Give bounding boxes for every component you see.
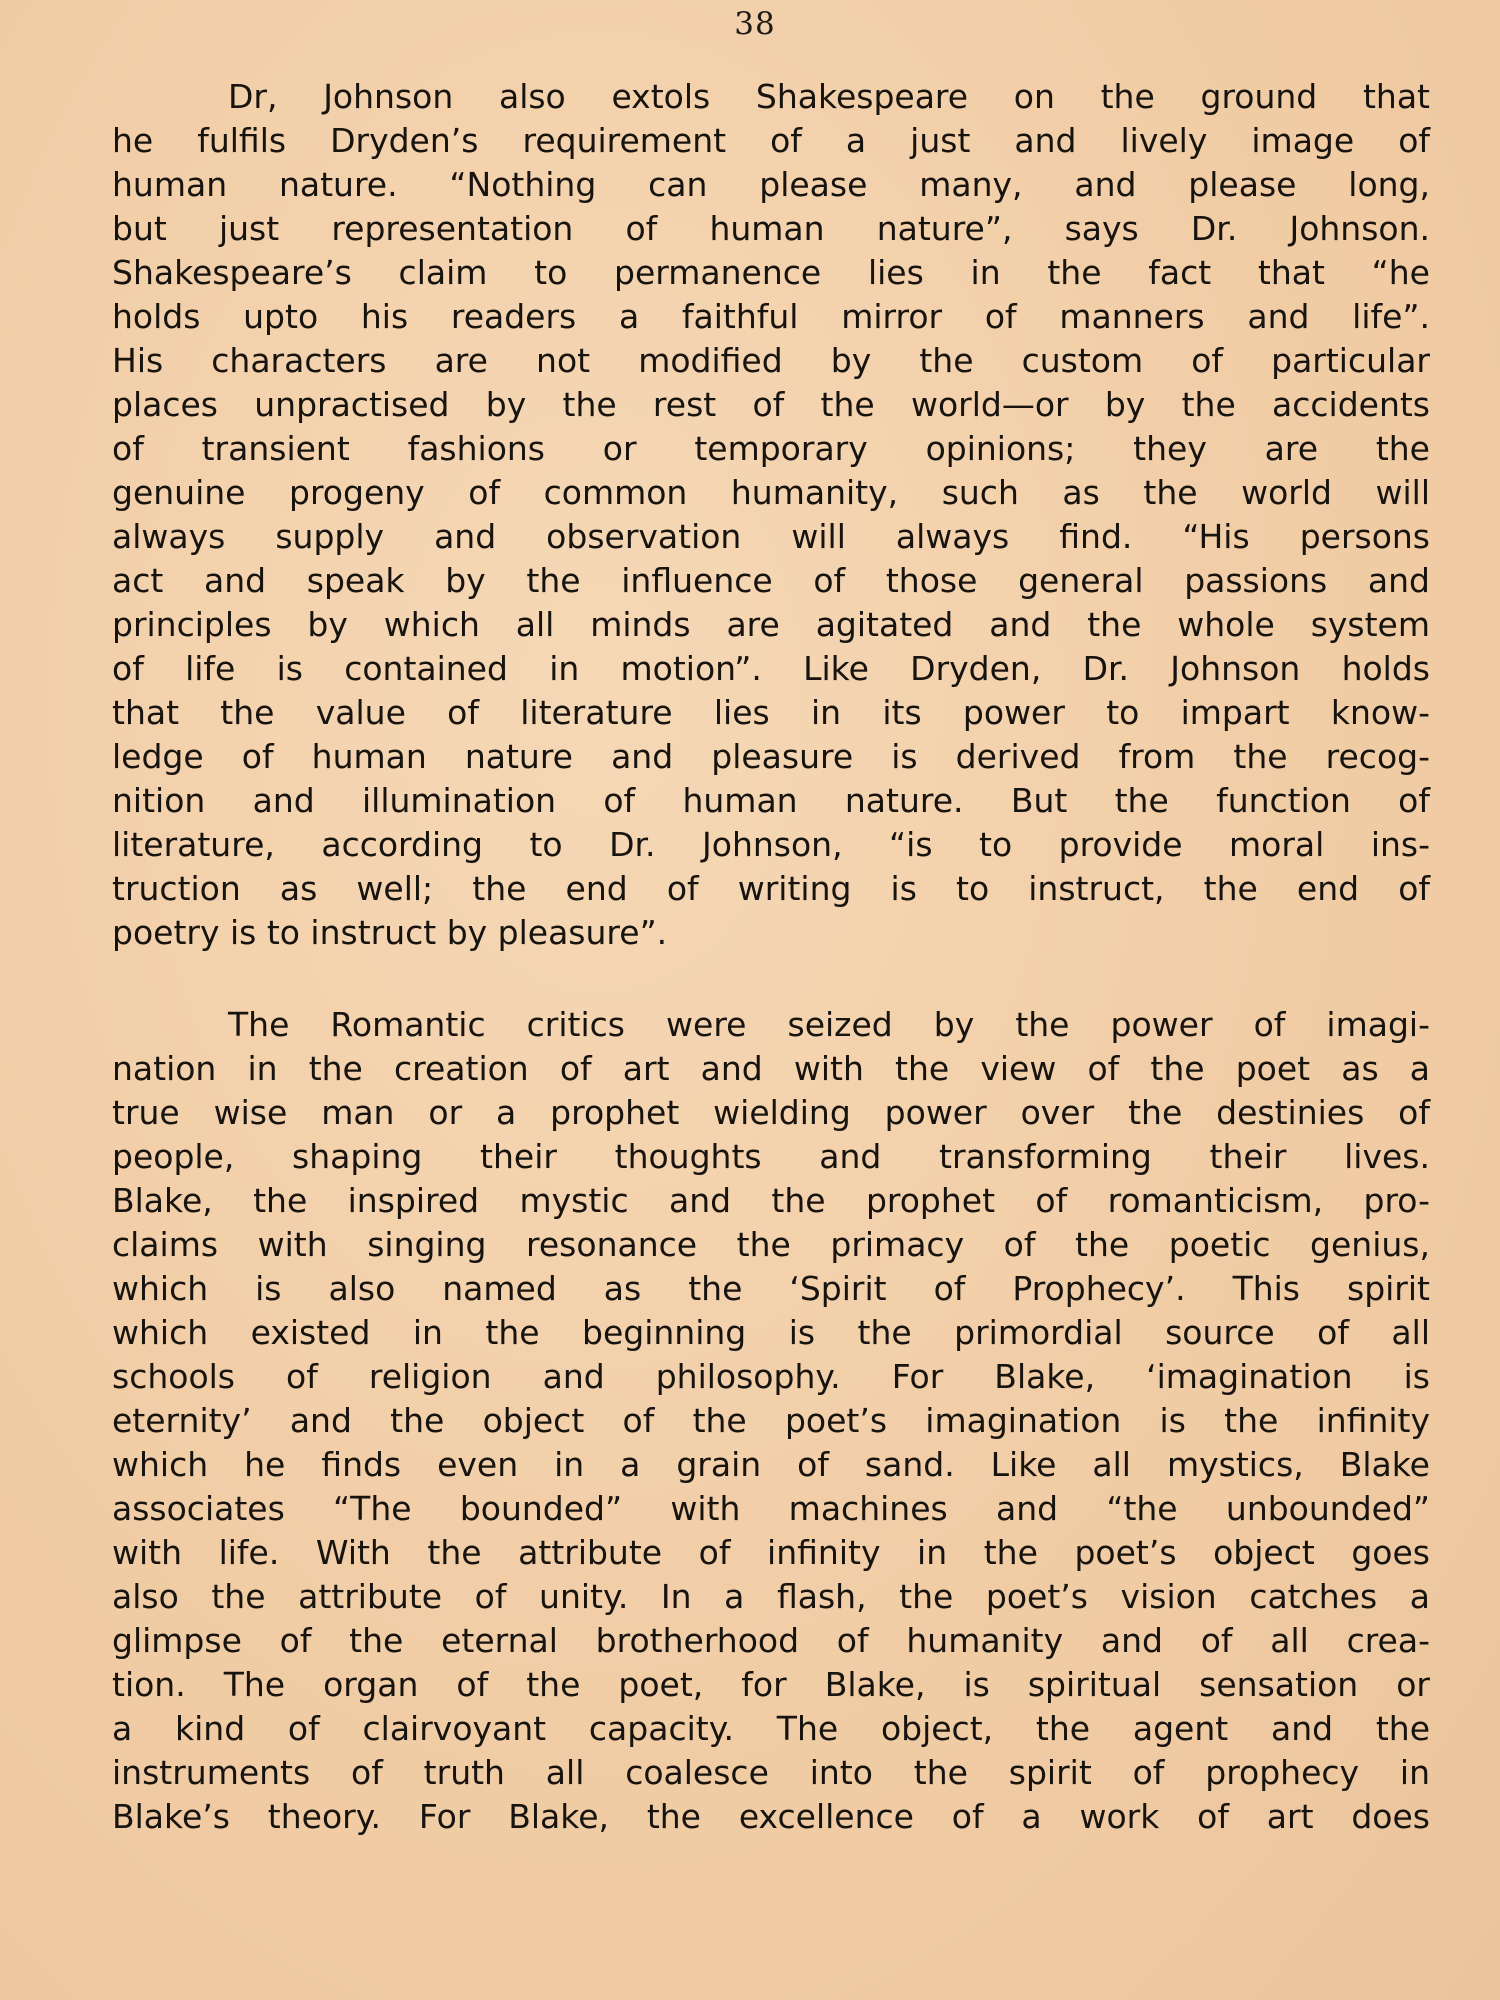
text-line: a kind of clairvoyant capacity. The object, the agent and the xyxy=(112,1709,1430,1748)
text-line: true wise man or a prophet wielding power over the destinies of xyxy=(112,1093,1430,1132)
text-line: instruments of truth all coalesce into the spirit of prophecy in xyxy=(112,1753,1430,1792)
text-line: schools of religion and philosophy. For Blake, ‘imagination is xyxy=(112,1357,1430,1396)
text-line: tion. The organ of the poet, for Blake, is spiritual sensation or xyxy=(112,1665,1430,1704)
paragraph-romantic-critics xyxy=(112,1003,1430,1839)
text-line: truction as well; the end of writing is to instruct, the end of xyxy=(112,869,1430,908)
page-number: 38 xyxy=(734,6,776,42)
text-line: which is also named as the ‘Spirit of Prophecy’. This spirit xyxy=(112,1269,1430,1308)
text-line: genuine progeny of common humanity, such as the world will xyxy=(112,473,1430,512)
text-line: human nature. “Nothing can please many, and please long, xyxy=(112,165,1430,204)
text-line: people, shaping their thoughts and transforming their lives. xyxy=(112,1137,1430,1176)
text-line: associates “The bounded” with machines and “the unbounded” xyxy=(112,1489,1430,1528)
text-line: of life is contained in motion”. Like Dryden, Dr. Johnson holds xyxy=(112,649,1430,688)
text-line: His characters are not modified by the custom of particular xyxy=(112,341,1430,380)
text-line: The Romantic critics were seized by the power of imagi- xyxy=(228,1005,1430,1044)
text-line: also the attribute of unity. In a flash, the poet’s vision catches a xyxy=(112,1577,1430,1616)
text-line: Dr, Johnson also extols Shakespeare on the ground that xyxy=(228,77,1430,116)
text-line: which he finds even in a grain of sand. Like all mystics, Blake xyxy=(112,1445,1430,1484)
text-line: ledge of human nature and pleasure is derived from the recog- xyxy=(112,737,1430,776)
text-line: literature, according to Dr. Johnson, “is to provide moral ins- xyxy=(112,825,1430,864)
text-line: glimpse of the eternal brotherhood of humanity and of all crea- xyxy=(112,1621,1430,1660)
text-line: eternity’ and the object of the poet’s imagination is the infinity xyxy=(112,1401,1430,1440)
text-line: nition and illumination of human nature. But the function of xyxy=(112,781,1430,820)
text-line: poetry is to instruct by pleasure”. xyxy=(112,913,668,952)
text-line: principles by which all minds are agitated and the whole system xyxy=(112,605,1430,644)
text-line: claims with singing resonance the primacy of the poetic genius, xyxy=(112,1225,1430,1264)
text-line: Shakespeare’s claim to permanence lies in the fact that “he xyxy=(112,253,1430,292)
text-line: which existed in the beginning is the primordial source of all xyxy=(112,1313,1430,1352)
paragraph-johnson xyxy=(112,75,1430,955)
text-line: act and speak by the influence of those general passions and xyxy=(112,561,1430,600)
text-line: holds upto his readers a faithful mirror of manners and life”. xyxy=(112,297,1430,336)
text-line: of transient fashions or temporary opinions; they are the xyxy=(112,429,1430,468)
text-line: with life. With the attribute of infinity in the poet’s object goes xyxy=(112,1533,1430,1572)
text-line: Blake’s theory. For Blake, the excellence of a work of art does xyxy=(112,1797,1430,1836)
text-line: he fulfils Dryden’s requirement of a just and lively image of xyxy=(112,121,1430,160)
text-line: but just representation of human nature”, says Dr. Johnson. xyxy=(112,209,1430,248)
text-line: Blake, the inspired mystic and the prophet of romanticism, pro- xyxy=(112,1181,1430,1220)
text-line: nation in the creation of art and with the view of the poet as a xyxy=(112,1049,1430,1088)
text-line: always supply and observation will always find. “His persons xyxy=(112,517,1430,556)
text-line: places unpractised by the rest of the world—or by the accidents xyxy=(112,385,1430,424)
text-line: that the value of literature lies in its power to impart know- xyxy=(112,693,1430,732)
